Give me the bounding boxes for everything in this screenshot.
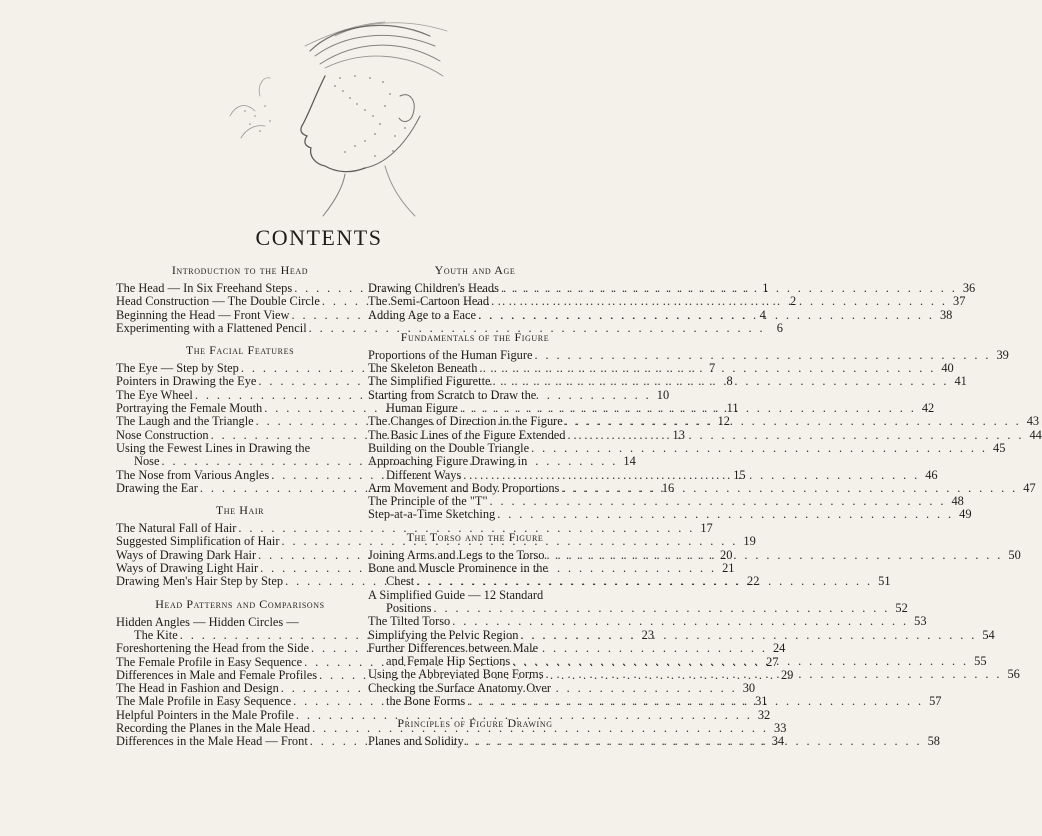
toc-entry[interactable] <box>368 614 927 629</box>
toc-entry-page: 48 <box>951 494 964 509</box>
toc-entry-page: 6 <box>776 320 783 335</box>
toc-entry-title: Ways of Drawing Light Hair <box>116 561 259 576</box>
toc-entry-title: Using the Abbreviated Bone Forms <box>368 667 544 682</box>
toc-entry-title: The Laugh and the Triangle <box>116 414 254 429</box>
toc-entry[interactable] <box>116 707 771 722</box>
toc-entry-title: The Simplified Figurette <box>368 374 491 389</box>
toc-entry-page: 43 <box>1026 414 1040 429</box>
toc-entry-page: 20 <box>720 547 733 562</box>
toc-entry-title: Simplifying the Pelvic Region <box>368 627 519 642</box>
toc-entry-title: The Semi-Cartoon Head <box>368 294 490 309</box>
toc-entry-title: Starting from Scratch to Draw the <box>368 387 537 402</box>
toc-entry-title: the Bone Forms <box>386 694 466 709</box>
toc-entry-page: 4 <box>759 307 766 322</box>
toc-entry[interactable] <box>368 281 976 295</box>
toc-entry-title: The Female Profile in Easy Sequence <box>116 654 303 669</box>
toc-entry-title: Hidden Angles — Hidden Circles — <box>116 614 299 629</box>
dot-leader <box>460 402 916 415</box>
toc-entry-page: 22 <box>747 574 760 589</box>
toc-entry-page: 24 <box>772 641 786 656</box>
toc-entry[interactable] <box>116 616 364 629</box>
toc-entry-page: 19 <box>743 534 756 549</box>
toc-entry[interactable] <box>116 320 783 335</box>
dot-leader <box>479 362 935 375</box>
toc-entry-page: 17 <box>700 521 713 536</box>
toc-entry[interactable] <box>368 682 582 695</box>
toc-entry[interactable] <box>368 347 1009 362</box>
section-heading: Fundamentals of the Figure <box>400 329 550 344</box>
dot-leader <box>493 375 949 388</box>
dot-leader <box>520 629 976 642</box>
toc-entry-title: Different Ways <box>386 467 462 482</box>
toc-entry-page: 38 <box>939 307 953 322</box>
section-heading: The Facial Features <box>185 343 295 358</box>
dot-leader <box>452 615 908 628</box>
toc-entry[interactable] <box>368 562 582 575</box>
section-heading: Head Patterns and Comparisons <box>155 596 325 611</box>
toc-entry-page: 14 <box>623 454 636 469</box>
dot-leader <box>547 549 1003 562</box>
toc-entry-page: 21 <box>722 561 735 576</box>
dot-leader <box>568 429 1024 442</box>
dot-leader <box>546 668 1002 681</box>
dot-leader <box>565 415 1021 428</box>
toc-entry-title: Proportions of the Human Figure <box>368 347 533 362</box>
toc-entry-page: 23 <box>641 627 655 642</box>
toc-entry-page: 30 <box>742 681 756 696</box>
toc-entry-title: Using the Fewest Lines in Drawing the <box>116 440 311 455</box>
toc-entry-page: 50 <box>1008 547 1021 562</box>
dot-leader <box>497 508 953 521</box>
toc-entry-page: 15 <box>733 467 746 482</box>
toc-entry-title: Approaching Figure Drawing in <box>368 454 528 469</box>
toc-entry[interactable] <box>368 389 582 402</box>
toc-entry-title: Step-at-a-Time Sketching <box>368 507 496 522</box>
section-heading: Youth and Age <box>434 263 516 277</box>
section-heading: Principles of Figure Drawing <box>397 716 553 731</box>
dot-leader <box>561 482 1017 495</box>
toc-entry-title: Differences in the Male Head — Front <box>116 734 308 749</box>
toc-entry[interactable] <box>368 440 1006 455</box>
toc-entry-title: The Head — In Six Freehand Steps <box>116 281 293 295</box>
toc-entry-page: 49 <box>959 507 972 522</box>
toc-entry-page: 12 <box>717 414 730 429</box>
toc-entry-page: 31 <box>755 694 768 709</box>
toc-entry[interactable] <box>116 521 713 536</box>
toc-entry-title: Experimenting with a Flattened Pencil <box>116 320 307 335</box>
toc-entry-title: Drawing Children's Heads <box>368 281 499 295</box>
dot-leader <box>490 495 946 508</box>
toc-entry-page: 42 <box>921 401 935 416</box>
toc-entry-title: The Eye — Step by Step <box>116 361 239 376</box>
toc-entry[interactable] <box>368 307 953 322</box>
toc-entry-title: The Tilted Torso <box>368 614 451 629</box>
section-heading: The Torso and the Figure <box>406 529 544 544</box>
toc-entry-title: Chest <box>386 574 415 589</box>
toc-entry-page: 54 <box>982 627 995 642</box>
toc-entry-page: 11 <box>726 401 739 416</box>
dot-leader <box>501 282 957 295</box>
toc-entry-page: 33 <box>774 721 787 736</box>
dot-leader <box>512 655 968 668</box>
toc-entry[interactable] <box>116 442 364 455</box>
toc-entry-page: 53 <box>914 614 927 629</box>
toc-entry-title: Building on the Double Triangle <box>368 440 530 455</box>
toc-entry-title: The Male Profile in Easy Sequence <box>116 694 292 709</box>
toc-entry-page: 8 <box>726 374 733 389</box>
toc-entry-page: 34 <box>771 734 785 749</box>
toc-entry-page: 13 <box>672 427 685 442</box>
toc-entry-page: 52 <box>895 600 908 615</box>
toc-entry[interactable] <box>368 294 966 309</box>
toc-entry-title: Adding Age to a Face <box>368 307 477 322</box>
toc-entry-page: 47 <box>1023 480 1036 495</box>
toc-entry[interactable] <box>368 455 582 468</box>
toc-entry-title: Planes and Solidity <box>368 734 464 749</box>
toc-entry-page: 36 <box>962 281 976 295</box>
toc-entry-title: Beginning the Head — Front View <box>116 307 290 322</box>
toc-entry-title: The Skeleton Beneath <box>368 361 478 376</box>
toc-entry[interactable] <box>368 507 972 522</box>
dot-leader <box>491 295 947 308</box>
toc-entry-page: 37 <box>953 294 966 309</box>
toc-entry[interactable] <box>368 361 954 376</box>
dot-leader <box>531 442 987 455</box>
section-heading: The Hair <box>215 503 265 518</box>
dot-leader <box>466 735 922 748</box>
dot-leader <box>416 575 872 588</box>
toc-entry-title: Joining Arms and Legs to the Torso <box>368 547 545 562</box>
dot-leader <box>535 349 991 362</box>
toc-entry-page: 29 <box>780 667 794 682</box>
toc-entry-title: The Nose from Various Angles <box>116 467 270 482</box>
toc-entry-page: 46 <box>925 467 938 482</box>
toc-entry-title: and Female Hip Sections <box>386 654 511 669</box>
toc-entry-title: The Basic Lines of the Figure Extended <box>368 427 566 442</box>
toc-entry[interactable] <box>368 494 964 509</box>
toc-entry-title: Head Construction — The Double Circle <box>116 294 320 309</box>
toc-entry-page: 56 <box>1007 667 1020 682</box>
dot-leader <box>463 469 919 482</box>
contents-title: CONTENTS <box>255 225 383 250</box>
toc-entry-title: The Natural Fall of Hair <box>116 521 237 536</box>
toc-entry-title: Portraying the Female Mouth <box>116 401 263 416</box>
toc-entry-title: Checking the Surface Anatomy Over <box>368 680 552 695</box>
toc-entry-page: 51 <box>878 574 891 589</box>
toc-entry-title: Drawing Men's Hair Step by Step <box>116 574 284 589</box>
toc-entry-title: Ways of Drawing Dark Hair <box>116 547 257 562</box>
toc-entry-page: 58 <box>927 734 940 749</box>
toc-entry-title: Bone and Muscle Prominence in the <box>368 561 548 576</box>
toc-entry-title: Suggested Simplification of Hair <box>116 534 280 549</box>
toc-entry-title: Recording the Planes in the Male Head <box>116 721 311 736</box>
toc-entry-title: Positions <box>386 600 432 615</box>
toc-entry-page: 1 <box>762 281 769 295</box>
toc-entry-page: 16 <box>661 480 675 495</box>
toc-entry-page: 55 <box>974 654 987 669</box>
head-sketch-illustration <box>215 6 465 221</box>
toc-entry-title: Helpful Pointers in the Male Profile <box>116 707 294 722</box>
toc-entry[interactable] <box>368 642 582 655</box>
toc-entry-title: Foreshortening the Head from the Side <box>116 641 310 656</box>
dot-leader <box>467 695 923 708</box>
toc-entry-page: 41 <box>954 374 967 389</box>
toc-entry-page: 44 <box>1029 427 1042 442</box>
toc-entry-title: Differences in Male and Female Profiles <box>116 667 318 682</box>
toc-entry-title: Pointers in Drawing the Eye <box>116 374 257 389</box>
toc-entry[interactable] <box>368 589 582 602</box>
section-heading: Introduction to the Head <box>171 263 309 277</box>
toc-entry-title: Drawing the Ear <box>116 480 198 495</box>
toc-entry-title: Arm Movement and Body Proportions <box>368 480 560 495</box>
toc-entry-page: 7 <box>708 361 716 376</box>
toc-entry-title: Further Differences between Male <box>368 640 539 655</box>
toc-entry-page: 32 <box>757 707 771 722</box>
dot-leader <box>478 309 934 322</box>
toc-entry-title: The Eye Wheel <box>116 387 193 402</box>
toc-entry-page: 39 <box>996 347 1009 362</box>
toc-entry-title: A Simplified Guide — 12 Standard <box>368 587 544 602</box>
toc-entry-page: 40 <box>941 361 954 376</box>
toc-entry-title: Human Figure <box>386 401 458 416</box>
toc-entry-title: The Kite <box>134 627 178 642</box>
toc-entry-title: Nose Construction <box>116 427 209 442</box>
toc-entry-page: 27 <box>766 654 779 669</box>
dot-leader <box>433 602 889 615</box>
toc-entry[interactable] <box>368 374 967 389</box>
toc-entry-title: The Changes of Direction in the Figure <box>368 414 563 429</box>
toc-entry-page: 2 <box>789 294 797 309</box>
toc-entry-page: 10 <box>656 387 670 402</box>
toc-entry-page: 57 <box>929 694 942 709</box>
toc-entry-title: Nose <box>134 454 160 469</box>
toc-entry[interactable] <box>368 600 908 615</box>
toc-entry-title: The Principle of the "T" <box>368 494 488 509</box>
toc-entry-title: The Head in Fashion and Design <box>116 681 279 696</box>
toc-entry-page: 45 <box>993 440 1006 455</box>
